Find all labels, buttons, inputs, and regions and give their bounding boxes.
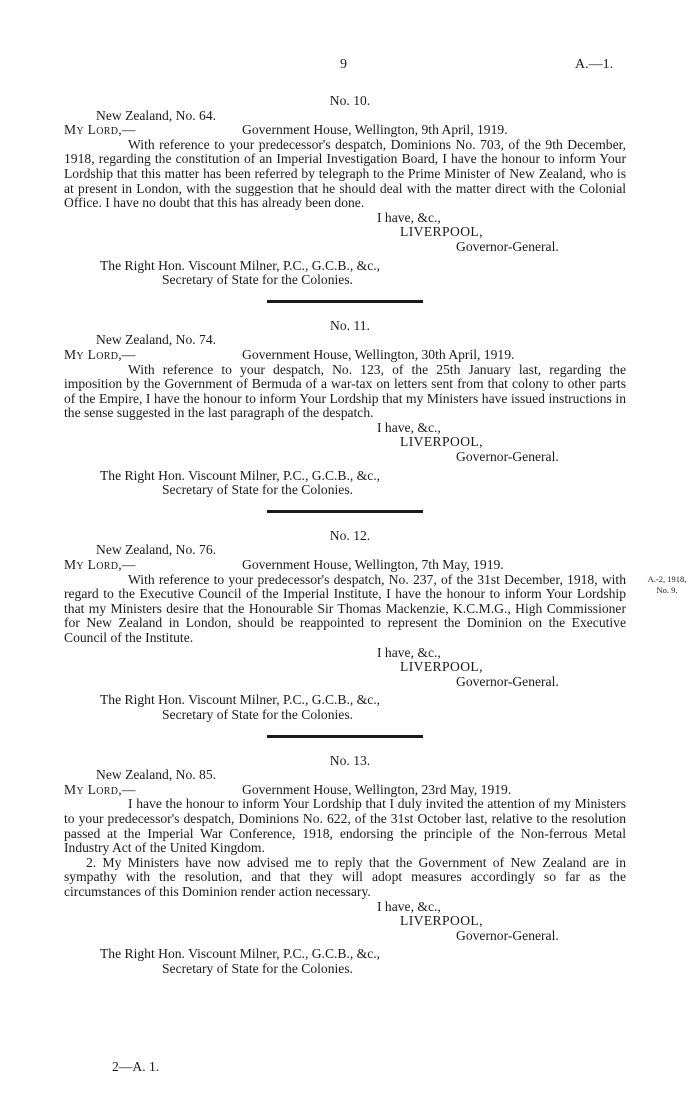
sign-off: I have, &c., bbox=[377, 419, 441, 435]
despatch-number: No. 13. bbox=[329, 752, 371, 768]
addressee-title: Secretary of State for the Colonies. bbox=[162, 272, 354, 288]
sign-off: I have, &c., bbox=[377, 209, 441, 225]
addressee: The Right Hon. Viscount Milner, P.C., G.C.B., &c., bbox=[100, 257, 381, 273]
page-header bbox=[0, 58, 700, 76]
paragraph: With reference to your predecessor's despatch, Dominions No. 703, of the 9th December, 1918, regarding the constitution of an Imperial Investigation Board, I have the honour to inform Your Lordship that this matter has been referred by telegraph to the Prime Minister of New Zealand, who is at present in London, with the suggestion that he should deal with the matter direct with the Colonial Office. I have no doubt that this has already been done. bbox=[64, 136, 626, 211]
despatch-number: No. 11. bbox=[330, 317, 370, 333]
signatory: LIVERPOOL, bbox=[400, 659, 483, 675]
sign-off: I have, &c., bbox=[377, 898, 441, 914]
section-divider bbox=[267, 735, 423, 738]
paragraph: With reference to your predecessor's despatch, No. 237, of the 31st December, 1918, with regard to the Executive Council of the Imperial Institute, I have the honour to inform Your Lordship that my Ministers desire that the Honourable Sir Thomas Mackenzie, K.C.M.G., High Commissioner for New Zealand in London, should be reappointed to represent the Dominion on the Executive Council of the Institute. bbox=[64, 571, 626, 645]
signature-block bbox=[64, 211, 626, 255]
addressee: The Right Hon. Viscount Milner, P.C., G.C.B., &c., bbox=[100, 946, 381, 962]
signatory: LIVERPOOL, bbox=[400, 434, 483, 450]
addressee-title: Secretary of State for the Colonies. bbox=[162, 482, 354, 498]
salutation: My Lord,— bbox=[64, 346, 136, 362]
signatory-title: Governor-General. bbox=[456, 927, 559, 943]
section-divider bbox=[267, 300, 423, 303]
salutation: My Lord,— bbox=[64, 781, 136, 797]
despatch-reference: New Zealand, No. 76. bbox=[96, 542, 217, 558]
signature-block bbox=[64, 421, 626, 465]
despatch-11 bbox=[64, 319, 626, 498]
page-content bbox=[64, 93, 687, 976]
despatch-number: No. 10. bbox=[329, 93, 371, 108]
parliamentary-paper-ref: A.—1. bbox=[575, 57, 614, 72]
despatch-13 bbox=[64, 754, 626, 977]
addressee-title: Secretary of State for the Colonies. bbox=[162, 960, 354, 976]
paragraph: With reference to your despatch, No. 123, of the 25th January last, regarding the imposition by the Government of Bermuda of a war-tax on letters sent from that colony to other parts of the Empire, I have the honour to inform Your Lordship that my Ministers have issued instructions in the sense suggested in the last paragraph of the despatch. bbox=[64, 361, 626, 421]
despatch-reference: New Zealand, No. 85. bbox=[96, 767, 217, 783]
despatch-reference: New Zealand, No. 74. bbox=[96, 332, 217, 348]
address-date: Government House, Wellington, 23rd May, 1919. bbox=[242, 781, 512, 797]
despatch-number: No. 12. bbox=[329, 527, 371, 543]
despatch-reference: New Zealand, No. 64. bbox=[96, 107, 217, 123]
signatory-title: Governor-General. bbox=[456, 449, 559, 465]
margin-note bbox=[637, 574, 697, 596]
page-number: 9 bbox=[340, 57, 347, 72]
addressee-title: Secretary of State for the Colonies. bbox=[162, 706, 354, 722]
addressee: The Right Hon. Viscount Milner, P.C., G.C.B., &c., bbox=[100, 692, 381, 708]
signatory: LIVERPOOL, bbox=[400, 913, 483, 929]
signatory: LIVERPOOL, bbox=[400, 224, 483, 240]
address-date: Government House, Wellington, 7th May, 1919. bbox=[242, 557, 504, 573]
section-divider bbox=[267, 510, 423, 513]
salutation: My Lord,— bbox=[64, 122, 136, 138]
paragraph: I have the honour to inform Your Lordship that I duly invited the attention of my Ministers to your predecessor's despatch, Dominions No. 622, of the 31st October last, relative to the resolution passed at the Imperial War Conference, 1918, endorsing the principle of the Non-ferrous Metal Industry Act of the United Kingdom. bbox=[64, 796, 626, 856]
salutation: My Lord,— bbox=[64, 557, 136, 573]
despatch-10 bbox=[64, 94, 626, 288]
paragraph: 2. My Ministers have now advised me to reply that the Government of New Zealand are in sympathy with the resolution, and that they will adopt measures accordingly so far as the circumstances of this Dominion render action necessary. bbox=[64, 854, 626, 899]
signature-mark: 2—A. 1. bbox=[112, 1059, 160, 1074]
address-date: Government House, Wellington, 9th April, 1919. bbox=[242, 122, 508, 138]
addressee: The Right Hon. Viscount Milner, P.C., G.C.B., &c., bbox=[100, 467, 381, 483]
signature-block bbox=[64, 900, 626, 944]
margin-note-line: No. 9. bbox=[656, 584, 678, 595]
signatory-title: Governor-General. bbox=[456, 673, 559, 689]
address-date: Government House, Wellington, 30th April, 1919. bbox=[242, 346, 515, 362]
despatch-12 bbox=[64, 527, 687, 723]
signatory-title: Governor-General. bbox=[456, 238, 559, 254]
signature-block bbox=[64, 646, 626, 690]
margin-note-line: A.-2, 1918, bbox=[647, 573, 687, 584]
sign-off: I have, &c., bbox=[377, 644, 441, 660]
